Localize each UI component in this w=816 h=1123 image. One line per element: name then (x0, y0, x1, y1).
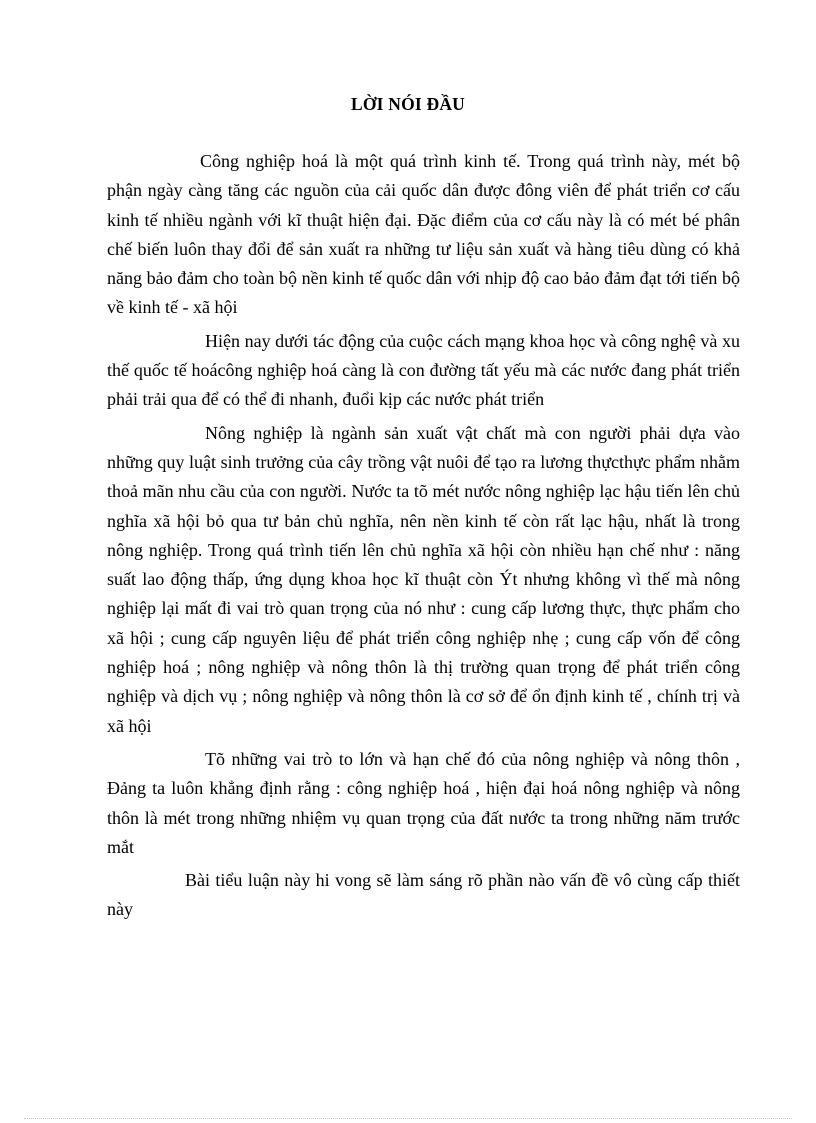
page-bottom-divider (24, 1118, 792, 1119)
paragraph-essay-purpose: Bài tiểu luận này hi vong sẽ làm sáng rõ phần nào vấn đề vô cùng cấp thiết này (107, 870, 740, 920)
paragraph-current-context: Hiện nay dưới tác động của cuộc cách mạng khoa học và công nghệ và xu thế quốc tế hoácông nghiệp hoá càng là con đường tất yếu mà các nước đang phát triển phải trải qua để có thể đi nhanh, đuổi kịp các nước phát triển (107, 330, 740, 410)
body-text (107, 147, 740, 929)
paragraph-agriculture: Nông nghiệp là ngành sản xuất vật chất mà con người phải dựa vào những quy luật sinh trưởng của cây trồng vật nuôi để tạo ra lương thựcthực phẩm nhằm thoả mãn nhu cầu của con người. Nước ta tõ mét nước nông nghiệp lạc hậu tiến lên chủ nghĩa xã hội bỏ qua tư bản chủ nghĩa, nên nền kinh tế còn rất lạc hậu, nhất là trong nông nghiệp. Trong quá trình tiến lên chủ nghĩa xã hội còn nhiều hạn chế như : năng suất lao động thấp, ứng dụng khoa học kĩ thuật còn Ýt nhưng không vì thế mà nông nghiệp lại mất đi vai trò quan trọng của nó như : cung cấp lương thực, thực phẩm cho xã hội ; cung cấp nguyên liệu để phát triển công nghiệp nhẹ ; cung cấp vốn để công nghiệp hoá ; nông nghiệp và nông thôn là thị trường quan trọng để phát triển công nghiệp và dịch vụ ; nông nghiệp và nông thôn là cơ sở để ổn định kinh tế , chính trị và xã hội (107, 422, 740, 736)
paragraph-party-policy: Tõ những vai trò to lớn và hạn chế đó của nông nghiệp và nông thôn , Đảng ta luôn khẳng định rằng : công nghiệp hoá , hiện đại hoá nông nghiệp và nông thôn là mét trong những nhiệm vụ quan trọng của đất nước ta trong những năm trước mắt (107, 748, 740, 857)
paragraph-industrialization: Công nghiệp hoá là một quá trình kinh tế. Trong quá trình này, mét bộ phận ngày càng tăng các nguồn của cải quốc dân được đông viên để phát triển cơ cấu kinh tế nhiều ngành với kĩ thuật hiện đại. Đặc điểm của cơ cấu này là có mét bé phân chế biến luôn thay đổi để sản xuất ra những tư liệu sản xuất và hàng tiêu dùng có khả năng bảo đảm cho toàn bộ nền kinh tế quốc dân với nhịp độ cao bảo đảm đạt tới tiến bộ về kinh tế - xã hội (107, 151, 740, 318)
page-title: LỜI NÓI ĐẦU (350, 94, 466, 114)
